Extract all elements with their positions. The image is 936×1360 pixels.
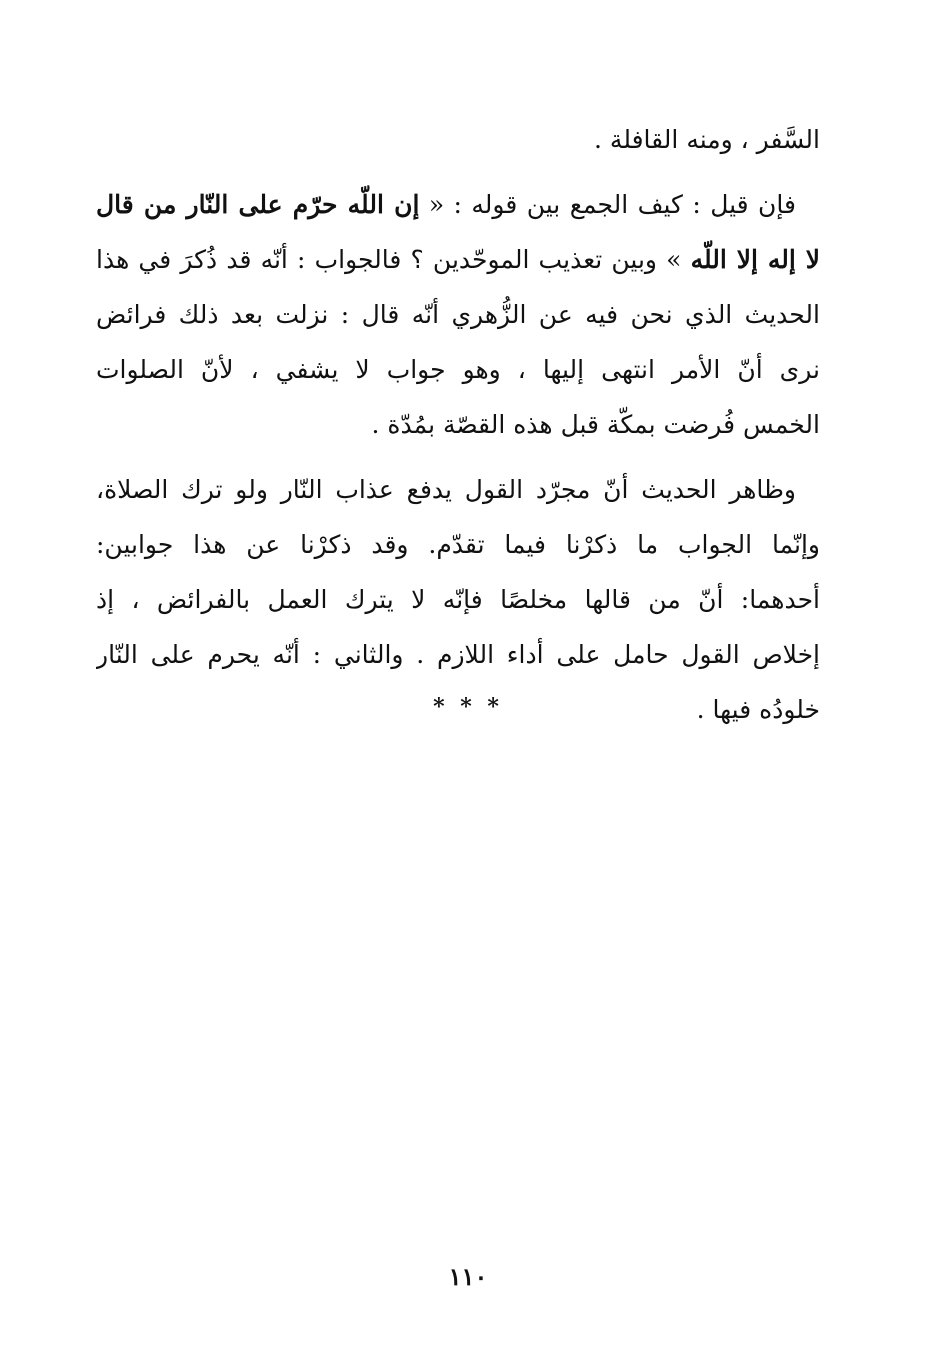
line-text: السَّفر ، ومنه القافلة . (594, 125, 820, 154)
line-text: خلودُه فيها . (696, 695, 820, 724)
line-text: أحدهما: أنّ من قالها مخلصًا فإنّه لا يترك العمل بالفرائض ، إذ (96, 585, 820, 614)
line-text: وإنّما الجواب ما ذكرْنا فيما تقدّم. وقد ذكرْنا عن هذا جوابين: (96, 530, 820, 559)
text-line (96, 627, 820, 682)
hadith-quote: إن اللّه حرّم على النّار من قال (96, 190, 420, 219)
line-text: » وبين تعذيب الموحّدين ؟ فالجواب : أنّه قد ذُكرَ في هذا (96, 245, 691, 274)
line-text: نرى أنّ الأمر انتهى إليها ، وهو جواب لا يشفي ، لأنّ الصلوات (96, 355, 820, 384)
text-line (96, 232, 820, 287)
line-text: الحديث الذي نحن فيه عن الزُّهري أنّه قال : نزلت بعد ذلك فرائض (96, 300, 820, 329)
line-text: الخمس فُرضت بمكّة قبل هذه القصّة بمُدّة . (371, 410, 820, 439)
section-separator: * * * (433, 694, 503, 720)
line-text: وظاهر الحديث أنّ مجرّد القول يدفع عذاب النّار ولو ترك الصلاة، (96, 475, 796, 504)
text-line (96, 397, 820, 452)
page-number: ١١٠ (448, 1262, 488, 1291)
text-line (96, 287, 820, 342)
paragraph-gap (96, 452, 820, 462)
line-text: إخلاص القول حامل على أداء اللازم . والثاني : أنّه يحرم على النّار (96, 640, 820, 669)
text-line (96, 342, 820, 397)
text-line (96, 517, 820, 572)
line-text: فإن قيل : كيف الجمع بين قوله : « (419, 190, 796, 219)
text-line (96, 462, 820, 517)
text-line (96, 177, 820, 232)
text-line (96, 112, 820, 167)
text-line (96, 572, 820, 627)
paragraph-gap (96, 167, 820, 177)
main-text (96, 112, 820, 737)
hadith-quote: لا إله إلا اللّه (690, 245, 820, 274)
